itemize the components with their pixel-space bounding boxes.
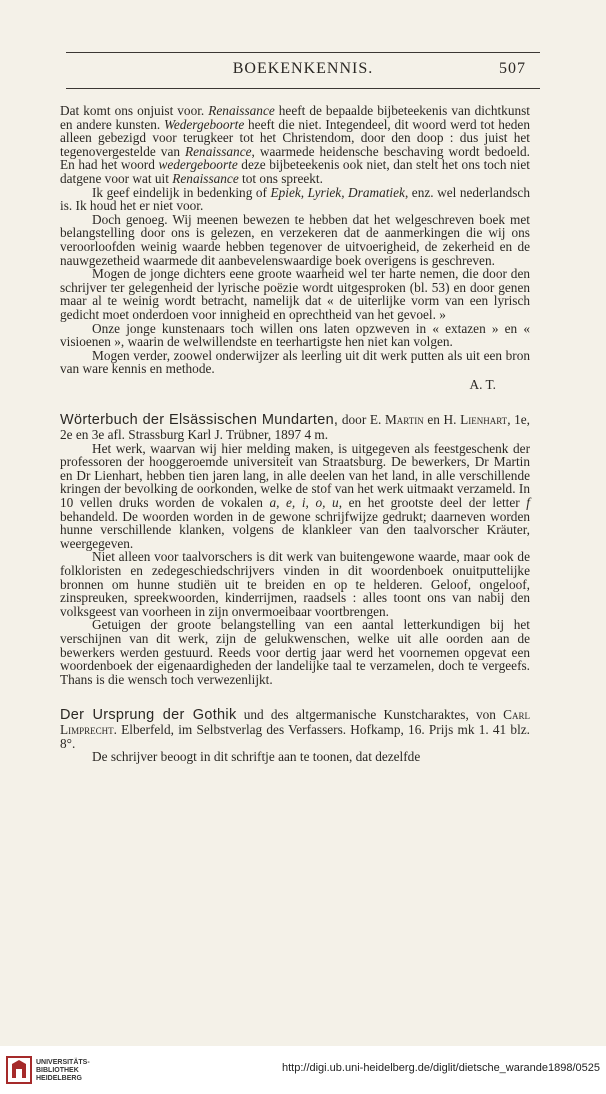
- header-rule-bottom: [66, 88, 540, 89]
- page-number: 507: [499, 60, 526, 77]
- heidelberg-library-logo-icon: [6, 1056, 32, 1084]
- author-name: Lienhart: [460, 412, 508, 428]
- source-url-link[interactable]: http://digi.ub.uni-heidelberg.de/diglit/dietsche_warande1898/0525: [281, 1062, 600, 1074]
- text-run: Niet alleen voor taalvorschers is dit werk van buitengewone waarde, maar ook de folkloristen en zedegeschiedschrijvers vinden in dit woordenboek onuitputtelijke bronnen om hunne studiën uit te breiden en op te helderen. Geloof, ongeloof, zinspreuken, spreekwoorden, kinderrijmen, raadsels : alles toont ons van nabij den volksgeest van voorheen in zijn onvermoeibaar voortbrengen.: [60, 549, 530, 619]
- library-name-line: HEIDELBERG: [36, 1075, 82, 1082]
- header-rule-top: [66, 52, 540, 53]
- review-title: Wörterbuch der Elsässischen Mundarten,: [60, 412, 339, 429]
- text-run: Renaissance: [185, 143, 252, 159]
- text-run: a, e, i, o, u: [269, 495, 339, 511]
- text-run: , en het grootste deel der letter: [338, 495, 527, 511]
- text-run: door E.: [338, 412, 385, 428]
- page-text: [60, 104, 530, 764]
- author-name: Carl Limprecht: [60, 707, 530, 737]
- text-run: Het werk, waarvan wij hier melding maken, is uitgegeven als feestgeschenk der professoren der hooggeroemde universiteit van Straatsburg. De bewerkers, Dr Martin en Dr Lienhart, hebben tien jaren lang, in alle deelen van het land, in alle verschillende kringen der bevolking de oorkonden, welke de stof van het werk uitmaakt verzameld. In 10 vellen druks worden de vokalen: [60, 440, 530, 511]
- library-name: [36, 1059, 90, 1083]
- running-header: [66, 60, 540, 82]
- text-run: behandeld. De woorden worden in de gewone schrijfwijze gedrukt; daarneven worden hunne verschillende klanken, volgens de klankleer van den taalvorscher Kräuter, weergegeven.: [60, 508, 530, 551]
- paragraph: [60, 322, 530, 349]
- text-run: Mogen verder, zoowel onderwijzer als leerling uit dit werk putten als uit een bron van ware kennis en methode.: [60, 347, 530, 377]
- text-run: tot ons spreekt.: [238, 170, 323, 186]
- paragraph: [60, 349, 530, 376]
- paragraph: [60, 186, 530, 213]
- text-run: Renaissance: [172, 170, 239, 186]
- paragraph: [60, 104, 530, 186]
- text-run: Getuigen der groote belangstelling van een aantal letterkundigen bij het verschijnen van dit werk, zijn de gelukwenschen, welke uit alle oorden aan de bewerkers werden gestuurd. Reeds voor dertig jaar werd het voornemen opgevat een woordenboek der eigenaardigheden der landelijke taal te verzamelen, doch te vergeefs. Thans is die wensch toch verwezenlijkt.: [60, 617, 530, 687]
- paragraph: [60, 267, 530, 321]
- review-title: Der Ursprung der Gothik: [60, 707, 237, 724]
- text-run: heeft die niet. Integendeel, dit woord werd tot heden alleen gebezigd voor terugkeer tot het Christendom, door den doop : dus juist het tegenovergestelde van: [60, 116, 530, 159]
- text-run: , enz. wel nederlandsch is. Ik houd het er niet voor.: [60, 184, 530, 214]
- text-run: deze bijbeteekenis ook niet, dan stelt het ons toch niet datgene voor wat uit: [60, 157, 530, 186]
- text-run: Onze jonge kunstenaars toch willen ons laten opzweven in « extazen » en « visioenen », waarin de welwillendste en teerhartigste hen niet kan volgen.: [60, 320, 530, 350]
- review-heading: [60, 708, 530, 750]
- text-run: f: [526, 495, 530, 511]
- text-run: wedergeboorte: [158, 157, 238, 173]
- paragraph: [60, 442, 530, 551]
- text-run: . Elberfeld, im Selbstverlag des Verfassers. Hofkamp, 16. Prijs mk 1. 41 blz. 8°.: [60, 721, 530, 751]
- text-run: Epiek, Lyriek, Dramatiek: [270, 184, 405, 200]
- paragraph: [60, 550, 530, 618]
- paragraph: [60, 618, 530, 686]
- text-run: Mogen de jonge dichters eene groote waarheid wel ter harte nemen, die door den schrijver ter gelegenheid der lyrische poëzie wordt uitgesproken (bl. 53) en door genen maar al te weinig wordt betracht, namelijk dat « de uiterlijke vorm van een lyrisch gedicht moet onderdoen voor innigheid en oprechtheid van het gevoel. »: [60, 266, 530, 322]
- text-run: und des altgermanische Kunstcharaktes, von: [236, 707, 504, 723]
- text-run: De schrijver beoogt in dit schriftje aan te toonen, dat dezelfde: [92, 749, 421, 765]
- footer-bar: [0, 1046, 606, 1094]
- signature: A. T.: [469, 376, 496, 392]
- review-heading: [60, 413, 530, 441]
- running-title: BOEKENKENNIS.: [232, 60, 374, 77]
- text-run: , waarmede heidensche beschaving wordt bedoeld. En had het woord: [60, 143, 530, 173]
- text-run: Doch genoeg. Wij meenen bewezen te hebben dat het welgeschreven boek met belangstelling door ons is gelezen, en verzekeren dat de aanmerkingen die wij ons veroorloofden weinig waarde hebben tegenover de uitvoerigheid, de zekerheid en de nauwgezetheid waarmede dit aanbevelenswaardige boek overigens is geschreven.: [60, 211, 530, 268]
- text-run: Renaissance: [208, 103, 275, 118]
- paragraph: [60, 213, 530, 267]
- text-run: Wedergeboorte: [163, 116, 245, 132]
- text-run: heeft de bepaalde bijbeteekenis van dichtkunst en andere kunsten.: [60, 103, 530, 132]
- library-name-line: BIBLIOTHEK: [36, 1067, 79, 1074]
- library-name-line: UNIVERSITÄTS-: [36, 1059, 90, 1066]
- paragraph: [60, 750, 530, 764]
- text-run: , 1e, 2e en 3e afl. Strassburg Karl J. Trübner, 1897 4 m.: [60, 412, 531, 443]
- text-run: en H.: [423, 412, 461, 428]
- text-run: Ik geef eindelijk in bedenking of: [92, 184, 271, 200]
- author-name: Martin: [384, 412, 424, 428]
- text-run: Dat komt ons onjuist voor.: [60, 103, 209, 118]
